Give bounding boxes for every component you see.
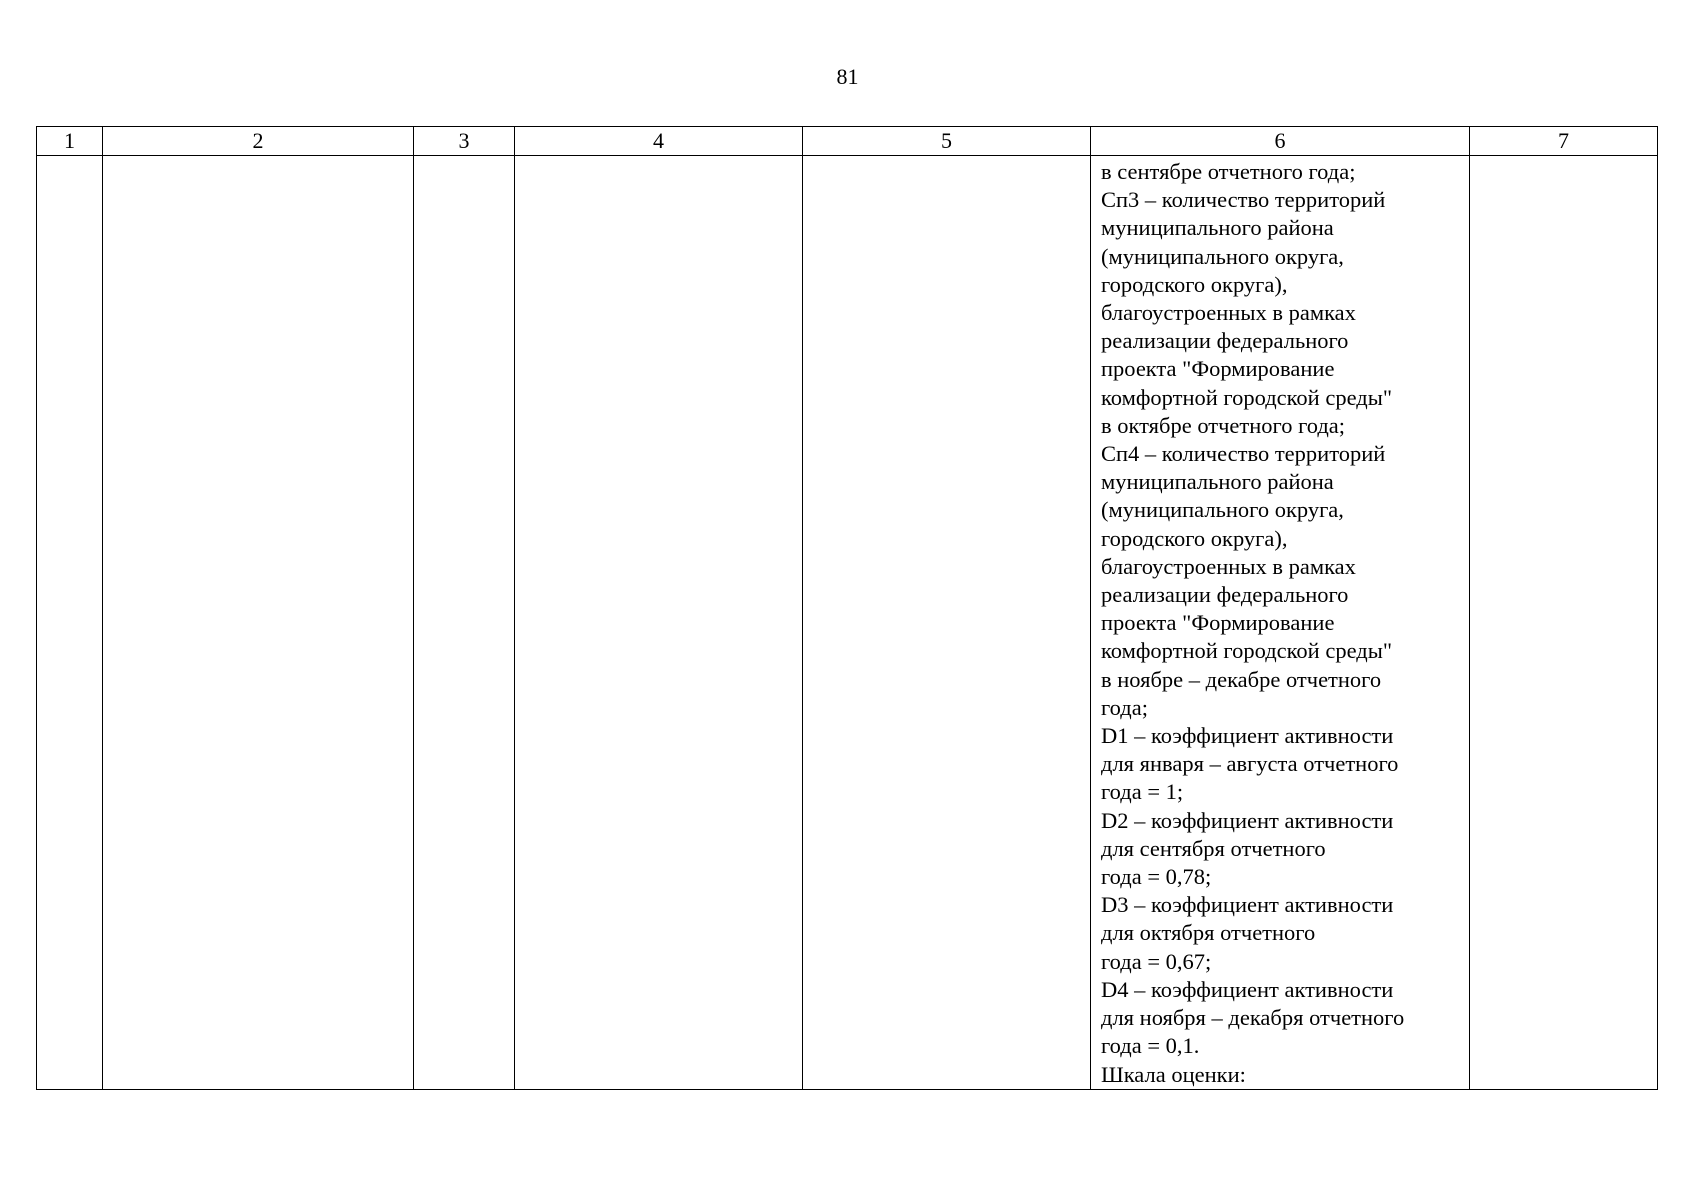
text-line: D1 – коэффициент активности — [1101, 723, 1394, 749]
text-line: городского округа), — [1101, 525, 1288, 551]
text-line: муниципального района — [1101, 215, 1334, 241]
text-line: D3 – коэффициент активности — [1101, 892, 1394, 918]
cell-col-1 — [37, 156, 103, 1090]
text-line: Шкала оценки: — [1101, 1061, 1246, 1087]
text-line: комфортной городской среды" — [1101, 638, 1393, 664]
cell-col-4 — [515, 156, 803, 1090]
document-table — [36, 126, 1658, 1090]
column-header-5: 5 — [803, 127, 1091, 156]
text-line: благоустроенных в рамках — [1101, 553, 1356, 579]
page-number: 81 — [836, 64, 859, 89]
cell-col-5 — [803, 156, 1091, 1090]
text-line: в октябре отчетного года; — [1101, 412, 1346, 438]
text-line: D4 – коэффициент активности — [1101, 976, 1394, 1002]
cell-col-2 — [103, 156, 414, 1090]
text-line: для сентября отчетного — [1101, 835, 1326, 861]
text-line: муниципального района — [1101, 469, 1334, 495]
text-line: реализации федерального — [1101, 328, 1349, 354]
text-line: (муниципального округа, — [1101, 243, 1344, 269]
table-header-row — [37, 127, 1658, 156]
text-line: Сп3 – количество территорий — [1101, 187, 1386, 213]
text-line: (муниципального округа, — [1101, 497, 1344, 523]
text-line: в ноябре – декабре отчетного — [1101, 666, 1382, 692]
column-header-4: 4 — [515, 127, 803, 156]
column-header-6: 6 — [1091, 127, 1470, 156]
table-row — [37, 156, 1658, 1090]
column-header-1: 1 — [37, 127, 103, 156]
cell-col-6 — [1091, 156, 1470, 1090]
text-line: года = 0,78; — [1101, 864, 1212, 890]
text-line: года = 1; — [1101, 779, 1184, 805]
text-line: проекта "Формирование — [1101, 356, 1335, 382]
cell-col-7 — [1470, 156, 1658, 1090]
text-line: реализации федерального — [1101, 582, 1349, 608]
text-line: для ноября – декабря отчетного — [1101, 1005, 1405, 1031]
text-line: года = 0,1. — [1101, 1033, 1200, 1059]
text-line: для октября отчетного — [1101, 920, 1316, 946]
text-line: в сентябре отчетного года; — [1101, 159, 1356, 184]
text-line: комфортной городской среды" — [1101, 384, 1393, 410]
formula-description-text — [1091, 156, 1469, 1089]
text-line: D2 – коэффициент активности — [1101, 807, 1394, 833]
text-line: городского округа), — [1101, 271, 1288, 297]
column-header-3: 3 — [414, 127, 515, 156]
column-header-7: 7 — [1470, 127, 1658, 156]
column-header-2: 2 — [103, 127, 414, 156]
cell-col-3 — [414, 156, 515, 1090]
text-line: Сп4 – количество территорий — [1101, 441, 1386, 467]
text-line: для января – августа отчетного — [1101, 751, 1399, 777]
text-line: года = 0,67; — [1101, 948, 1212, 974]
text-line: благоустроенных в рамках — [1101, 300, 1356, 326]
text-line: года; — [1101, 694, 1148, 720]
text-line: проекта "Формирование — [1101, 610, 1335, 636]
